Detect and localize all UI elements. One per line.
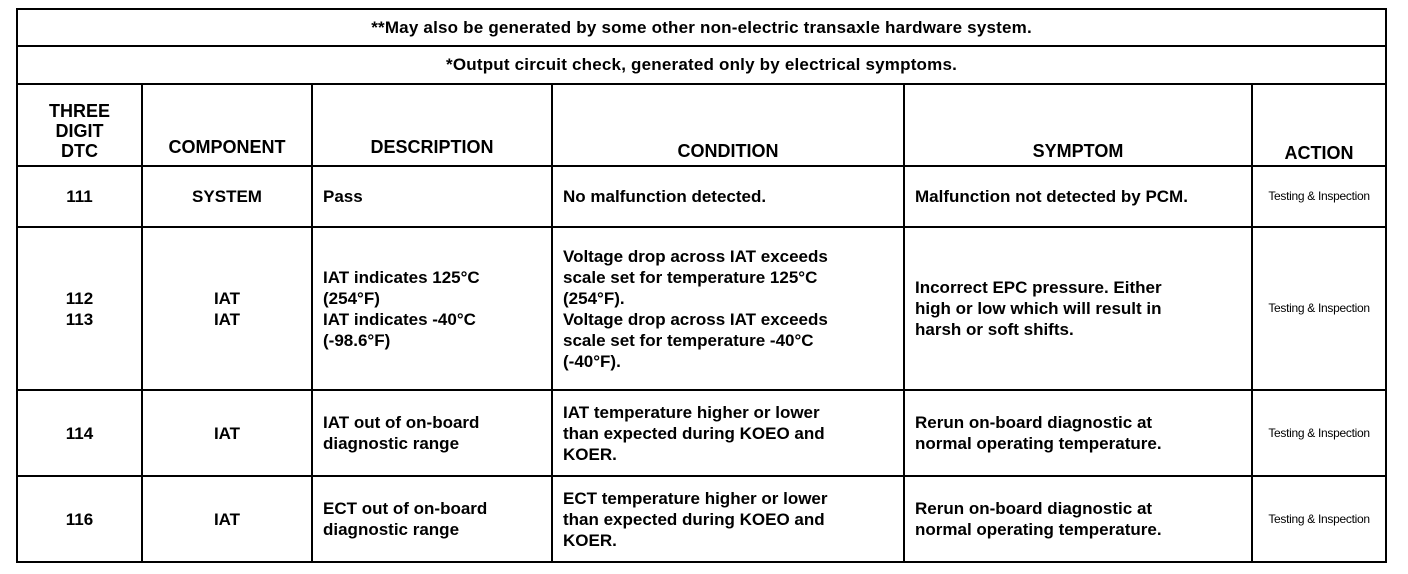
condition-cell-line: ECT temperature higher or lower xyxy=(563,488,828,508)
condition-cell xyxy=(552,476,904,562)
footnote-hardware: **May also be generated by some other non-electric transaxle hardware system. xyxy=(17,9,1386,46)
symptom-cell xyxy=(904,390,1252,476)
header-description: DESCRIPTION xyxy=(312,84,552,166)
action-cell: Testing & Inspection xyxy=(1252,166,1386,227)
description-cell-line: Pass xyxy=(323,187,363,206)
component-cell-line: IAT xyxy=(213,509,241,529)
header-symptom: SYMPTOM xyxy=(904,84,1252,166)
condition-cell-line: IAT temperature higher or lower xyxy=(563,402,820,422)
description-cell-line: diagnostic range xyxy=(323,520,460,539)
component-cell xyxy=(142,166,312,227)
header-component: COMPONENT xyxy=(142,84,312,166)
condition-cell-line: than expected during KOEO and xyxy=(563,509,825,529)
dtc-cell xyxy=(17,476,142,562)
condition-cell-line: scale set for temperature -40°C xyxy=(563,330,814,350)
symptom-cell-line: Incorrect EPC pressure. Either xyxy=(915,278,1162,297)
description-cell-line: (-98.6°F) xyxy=(323,330,391,350)
symptom-cell-line: Malfunction not detected by PCM. xyxy=(915,187,1188,206)
symptom-cell xyxy=(904,166,1252,227)
description-cell-line: IAT out of on-board xyxy=(323,413,480,432)
component-cell-line: IAT xyxy=(213,423,241,443)
description-cell xyxy=(312,166,552,227)
description-cell-line: IAT indicates -40°C xyxy=(323,309,476,329)
condition-cell-line: scale set for temperature 125°C xyxy=(563,267,818,287)
header-dtc-line: DIGIT xyxy=(55,121,104,141)
condition-cell xyxy=(552,166,904,227)
component-cell-line: IAT xyxy=(213,288,241,308)
description-cell-line: IAT indicates 125°C xyxy=(323,267,480,287)
component-cell-line: IAT xyxy=(213,309,241,329)
dtc-rows xyxy=(17,166,1386,562)
description-cell xyxy=(312,476,552,562)
header-row xyxy=(17,84,1386,166)
header-action: ACTION xyxy=(1252,84,1386,166)
description-cell xyxy=(312,227,552,390)
dtc-reference-sheet xyxy=(16,8,1385,563)
condition-cell xyxy=(552,390,904,476)
condition-cell-line: than expected during KOEO and xyxy=(563,423,825,443)
header-dtc-line: DTC xyxy=(61,141,98,161)
symptom-cell xyxy=(904,227,1252,390)
component-cell xyxy=(142,476,312,562)
condition-cell-line: No malfunction detected. xyxy=(563,187,767,206)
header-condition: CONDITION xyxy=(552,84,904,166)
description-cell-line: diagnostic range xyxy=(323,434,460,453)
symptom-cell xyxy=(904,476,1252,562)
condition-cell-line: Voltage drop across IAT exceeds xyxy=(563,309,828,329)
condition-cell xyxy=(552,227,904,390)
dtc-cell-line: 113 xyxy=(65,309,94,329)
table-row xyxy=(17,166,1386,227)
footnote-row-2 xyxy=(17,46,1386,84)
component-cell-line: SYSTEM xyxy=(192,187,262,206)
symptom-cell-line: Rerun on-board diagnostic at xyxy=(915,413,1153,432)
symptom-cell-line: Rerun on-board diagnostic at xyxy=(915,499,1153,518)
symptom-cell-line: normal operating temperature. xyxy=(915,520,1162,539)
table-row xyxy=(17,227,1386,390)
dtc-cell-line: 114 xyxy=(65,423,94,443)
dtc-cell xyxy=(17,227,142,390)
dtc-cell-line: 116 xyxy=(65,509,94,529)
footnote-row-1 xyxy=(17,9,1386,46)
condition-cell-line: KOER. xyxy=(563,530,617,550)
component-cell xyxy=(142,227,312,390)
header-dtc xyxy=(17,84,142,166)
condition-cell-line: (254°F). xyxy=(563,288,625,308)
footnote-output-circuit: *Output circuit check, generated only by electrical symptoms. xyxy=(17,46,1386,84)
action-cell: Testing & Inspection xyxy=(1252,476,1386,562)
condition-cell-line: (-40°F). xyxy=(563,351,621,371)
table-row xyxy=(17,476,1386,562)
dtc-cell xyxy=(17,390,142,476)
description-cell-line: ECT out of on-board xyxy=(323,499,488,518)
symptom-cell-line: harsh or soft shifts. xyxy=(915,320,1074,339)
description-cell xyxy=(312,390,552,476)
symptom-cell-line: normal operating temperature. xyxy=(915,434,1162,453)
condition-cell-line: Voltage drop across IAT exceeds xyxy=(563,246,828,266)
dtc-cell-line: 112 xyxy=(65,288,94,308)
symptom-cell-line: high or low which will result in xyxy=(915,299,1162,318)
description-cell-line: (254°F) xyxy=(323,288,380,308)
dtc-cell-line: 111 xyxy=(66,187,93,206)
action-cell: Testing & Inspection xyxy=(1252,227,1386,390)
header-dtc-line: THREE xyxy=(48,101,110,121)
component-cell xyxy=(142,390,312,476)
action-cell: Testing & Inspection xyxy=(1252,390,1386,476)
dtc-table xyxy=(16,8,1387,563)
table-row xyxy=(17,390,1386,476)
dtc-cell xyxy=(17,166,142,227)
condition-cell-line: KOER. xyxy=(563,444,617,464)
